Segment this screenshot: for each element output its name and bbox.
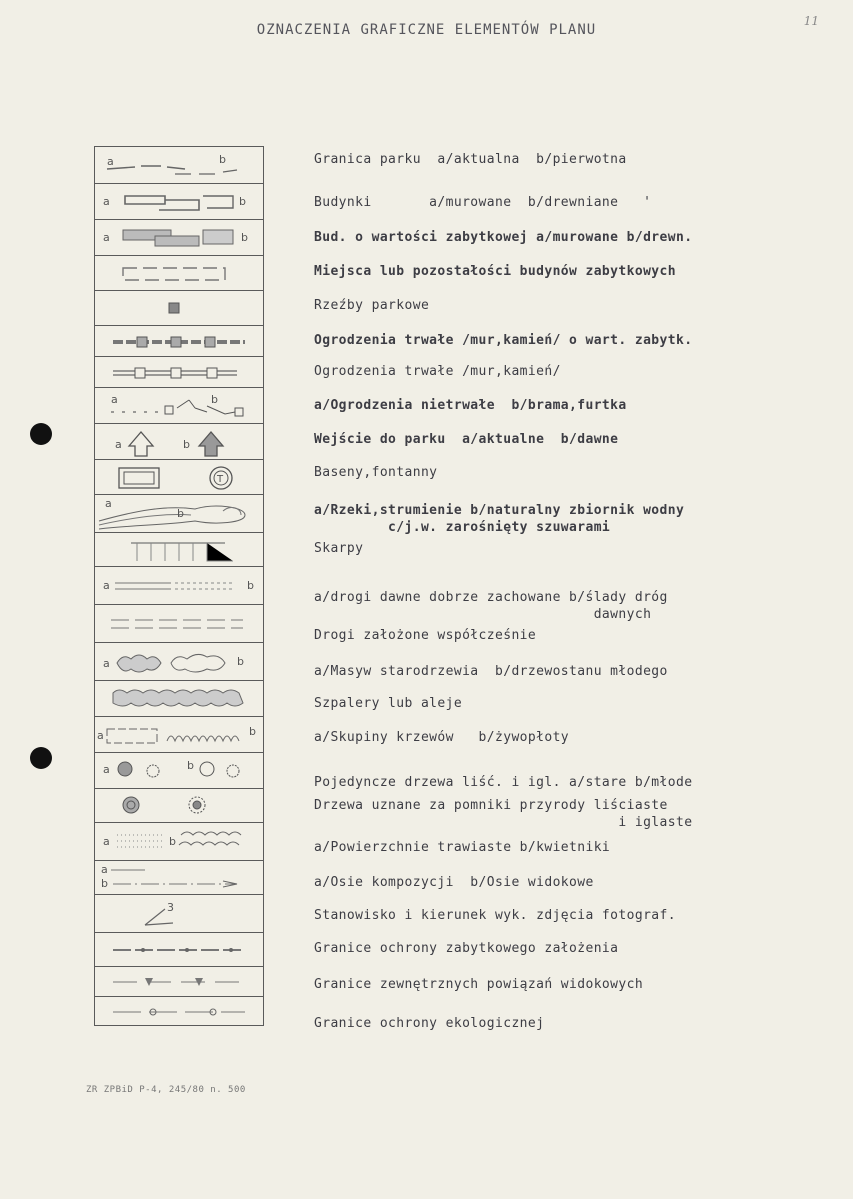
legend-description: Wejście do parku a/aktualne b/dawne [314, 432, 619, 447]
svg-text:3: 3 [167, 901, 174, 914]
legend-description: Bud. o wartości zabytkowej a/murowane b/drewn. [314, 230, 693, 245]
svg-text:b: b [183, 438, 190, 451]
page-title: OZNACZENIA GRAFICZNE ELEMENTÓW PLANU [256, 22, 597, 38]
svg-text:b: b [249, 725, 256, 738]
symbol-escarpments [95, 533, 263, 567]
legend-description: Miejsca lub pozostałości budynów zabytkowych [314, 264, 676, 279]
legend-description: Granica parku a/aktualna b/pierwotna [314, 152, 627, 167]
svg-text:a: a [105, 497, 112, 510]
symbol-nature-monuments [95, 789, 263, 823]
symbol-sculptures [95, 291, 263, 326]
svg-text:a: a [111, 393, 118, 406]
symbol-buildings [95, 184, 263, 220]
svg-text:b: b [101, 877, 108, 890]
symbol-modern-roads [95, 605, 263, 643]
legend-description: a/Skupiny krzewów b/żywopłoty [314, 730, 570, 745]
legend-description: Baseny,fontanny [314, 465, 438, 480]
svg-text:b: b [247, 579, 254, 592]
legend-description: Rzeźby parkowe [314, 298, 430, 313]
symbol-building-remains [95, 256, 263, 291]
symbol-temporary-fence [95, 388, 263, 424]
legend-symbol-table [94, 146, 264, 1026]
svg-text:b: b [219, 153, 226, 166]
corner-annotation: 11 [803, 14, 819, 28]
svg-text:a: a [97, 729, 104, 742]
symbol-shrubs-hedges [95, 717, 263, 753]
punch-hole-icon [30, 747, 52, 769]
legend-description: Pojedyncze drzewa liść. i igl. a/stare b/młode [314, 775, 693, 790]
print-reference: ZR ZPBiD P-4, 245/80 n. 500 [86, 1085, 246, 1095]
svg-text:a: a [103, 231, 110, 244]
symbol-view-relations-boundary [95, 967, 263, 997]
symbol-old-tree-stands [95, 643, 263, 681]
legend-description: Granice ochrony zabytkowego założenia [314, 941, 619, 956]
svg-text:b: b [239, 195, 246, 208]
svg-text:b: b [177, 507, 184, 520]
legend-description: Ogrodzenia trwałe /mur,kamień/ o wart. zabytk. [314, 333, 693, 348]
svg-text:b: b [211, 393, 218, 406]
legend-description: Budynki a/murowane b/drewniane ' [314, 195, 652, 210]
svg-text:a: a [103, 579, 110, 592]
legend-description: Drzewa uznane za pomniki przyrody liściaste i iglaste [314, 798, 693, 830]
symbol-rivers-pond [95, 495, 263, 533]
legend-description: Ogrodzenia trwałe /mur,kamień/ [314, 364, 561, 379]
legend-description: a/Masyw starodrzewia b/drzewostanu młodego [314, 664, 668, 679]
symbol-avenues [95, 681, 263, 717]
svg-text:b: b [241, 231, 248, 244]
symbol-single-trees [95, 753, 263, 789]
punch-hole-icon [30, 423, 52, 445]
symbol-photo-position [95, 895, 263, 933]
legend-description: Drogi założone współcześnie [314, 628, 537, 643]
symbol-historic-fence [95, 326, 263, 357]
svg-text:T: T [217, 474, 224, 485]
legend-description: a/drogi dawne dobrze zachowane b/ślady dróg dawnych [314, 590, 668, 622]
symbol-old-roads [95, 567, 263, 605]
legend-description: Granice zewnętrznych powiązań widokowych [314, 977, 644, 992]
legend-description: Skarpy [314, 541, 364, 556]
svg-text:b: b [187, 759, 194, 772]
symbol-park-entrance [95, 424, 263, 460]
legend-description: a/Ogrodzenia nietrwałe b/brama,furtka [314, 398, 627, 413]
symbol-heritage-protection-boundary [95, 933, 263, 967]
legend-description: Stanowisko i kierunek wyk. zdjęcia fotograf. [314, 908, 676, 923]
svg-text:a: a [107, 155, 114, 168]
svg-text:b: b [237, 655, 244, 668]
legend-description: a/Rzeki,strumienie b/naturalny zbiornik wodny c/j.w. zarośnięty szuwarami [314, 503, 685, 535]
legend-description: Granice ochrony ekologicznej [314, 1016, 545, 1031]
symbol-historic-buildings [95, 220, 263, 256]
symbol-park-boundary [95, 147, 263, 184]
svg-text:a: a [103, 657, 110, 670]
svg-text:a: a [103, 835, 110, 848]
legend-description: a/Osie kompozycji b/Osie widokowe [314, 875, 594, 890]
svg-text:b: b [169, 835, 176, 848]
legend-description: a/Powierzchnie trawiaste b/kwietniki [314, 840, 611, 855]
symbol-lawns-flowerbeds [95, 823, 263, 861]
symbol-permanent-fence [95, 357, 263, 388]
symbol-composition-axes [95, 861, 263, 895]
symbol-pools-fountains [95, 460, 263, 495]
svg-text:a: a [103, 195, 110, 208]
svg-text:a: a [101, 863, 108, 876]
svg-text:a: a [103, 763, 110, 776]
legend-description: Szpalery lub aleje [314, 696, 463, 711]
symbol-ecological-protection-boundary [95, 997, 263, 1027]
svg-text:a: a [115, 438, 122, 451]
